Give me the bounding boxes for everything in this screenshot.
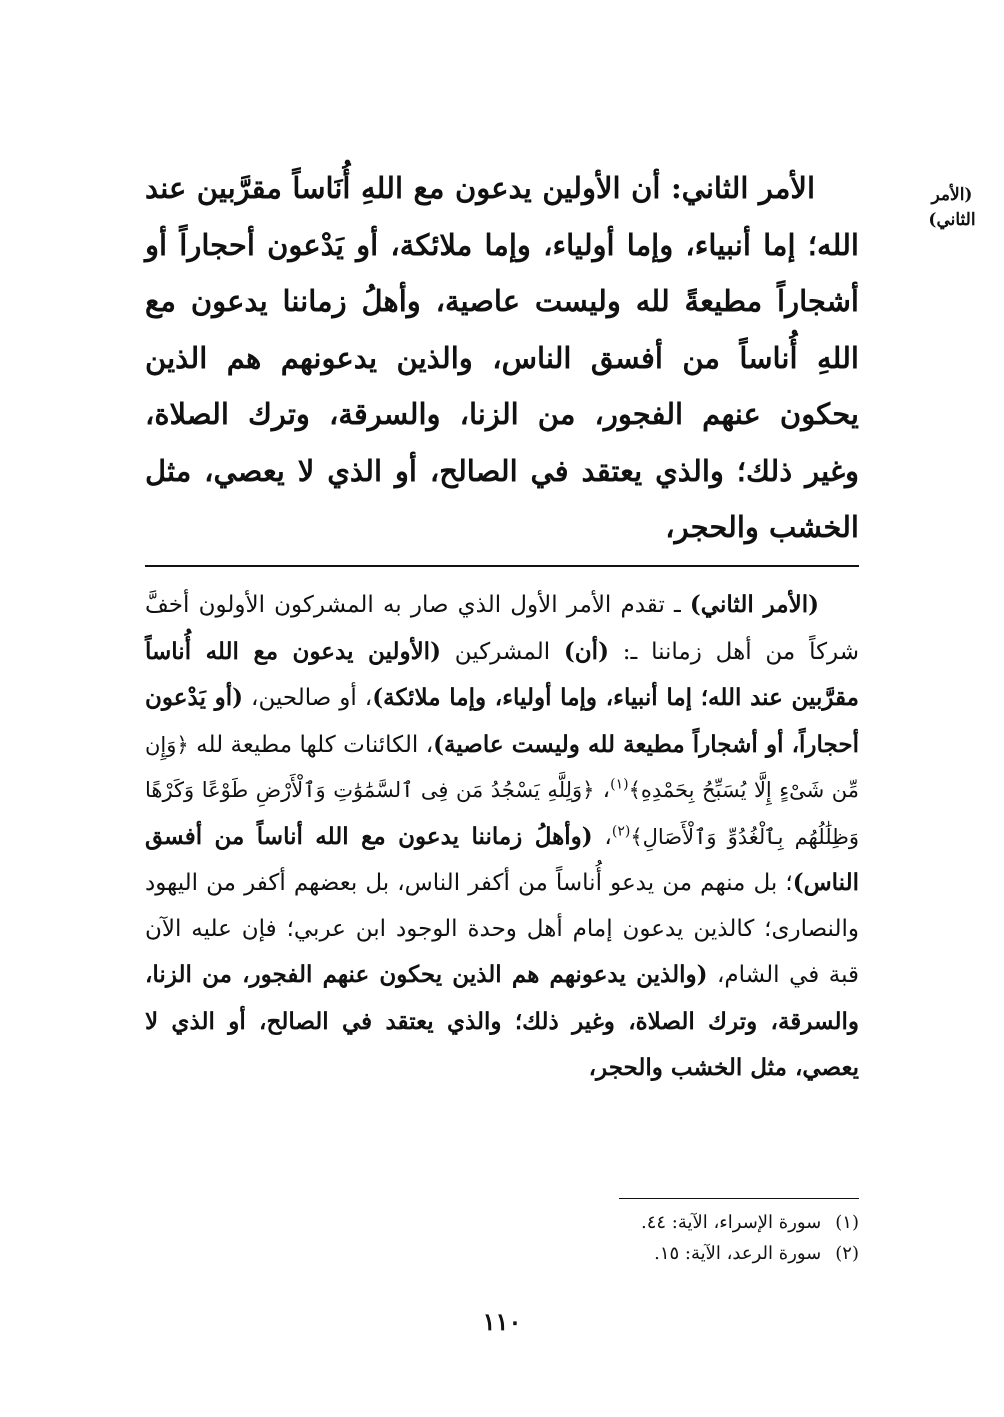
footnotes — [145, 1207, 859, 1269]
footnote-ref: (٢) — [611, 822, 631, 839]
page-number: ١١٠ — [482, 1307, 522, 1336]
commentary-span: ، — [592, 823, 612, 850]
commentary-span: ، — [594, 777, 611, 803]
main-text-divider — [145, 565, 859, 567]
quran-verse: ﴿وَإِن مِّن شَىْءٍ إِلَّا يُسَبِّحُ بِحَمْدِهِ﴾ — [145, 732, 860, 802]
quran-verse: ﴿وَلِلَّهِ يَسْجُدُ مَن فِى ٱلسَّمَٰوَٰتِ وَٱلْأَرْضِ طَوْعًا وَكَرْهًا وَظِلَٰلُهُم بِٱلْغُدُوِّ وَٱلْأَصَالِ﴾ — [145, 778, 860, 849]
commentary-quote: (الأمر الثاني) — [689, 591, 819, 618]
commentary-quote: (وأهلُ زماننا يدعون مع الله أناساً من أفسق الناس) — [145, 822, 859, 896]
commentary-text — [145, 582, 859, 1092]
commentary-quote: (أو يَدْعون أحجاراً، أو أشجاراً مطيعة لله وليست عاصية) — [145, 684, 859, 758]
footnote — [145, 1238, 859, 1269]
commentary-quote: (والذين يدعونهم هم الذين يحكون عنهم الفجور، من الزنا، والسرقة، وترك الصلاة، وغير ذلك؛ والذي يعتقد في الصالح، أو الذي لا يعصي، مثل الخشب والحجر، — [145, 961, 859, 1081]
main-text — [145, 160, 859, 556]
main-text-body: الأمر الثاني: أن الأولين يدعون مع اللهِ أُنَاساً مقرَّبين عند الله؛ إما أنبياء، وإما أولياء، وإما ملائكة، أو يَدْعون أحجاراً أو أشجاراً مطيعةً لله وليست عاصية، وأهلُ زماننا يدعون مع اللهِ أُناساً من أفسق الناس، والذين يدعونهم هم الذين يحكون عنهم الفجور، من الزنا، والسرقة، وترك الصلاة، وغير ذلك؛ والذي يعتقد في الصالح، أو الذي لا يعصي، مثل الخشب والحجر، — [145, 171, 859, 544]
footnote-text: سورة الرعد، الآية: ١٥. — [654, 1243, 822, 1264]
commentary-span: المشركين — [440, 638, 564, 665]
footnote-number: (١) — [835, 1212, 859, 1233]
commentary-quote: (الأولين يدعون مع الله أُناساً مقرَّبين عند الله؛ إما أنبياء، وإما أولياء، وإما ملائكة) — [145, 637, 859, 711]
commentary-span: ، الكائنات كلها مطيعة لله — [188, 731, 434, 758]
footnote-number: (٢) — [835, 1243, 859, 1264]
commentary-span: ؛ بل منهم من يدعو أُناساً من أكفر الناس، بل بعضهم أكفر من اليهود والنصارى؛ كالذين يدعون إمام أهل وحدة الوجود ابن عربي؛ فإن عليه الآن قبة في الشام، — [145, 870, 859, 988]
margin-note: (الأمر الثاني) — [928, 185, 976, 230]
footnote — [145, 1207, 859, 1238]
footnote-divider — [619, 1198, 859, 1199]
commentary-span: ، أو صالحين، — [243, 685, 373, 711]
footnote-ref: (١) — [610, 776, 629, 793]
commentary-span: ـ تقدم الأمر الأول الذي صار به المشركون الأولون أخفَّ شركاً من أهل زماننا ـ: — [145, 592, 859, 665]
commentary-quote: (أن) — [563, 637, 609, 665]
footnote-text: سورة الإسراء، الآية: ٤٤. — [640, 1212, 822, 1233]
